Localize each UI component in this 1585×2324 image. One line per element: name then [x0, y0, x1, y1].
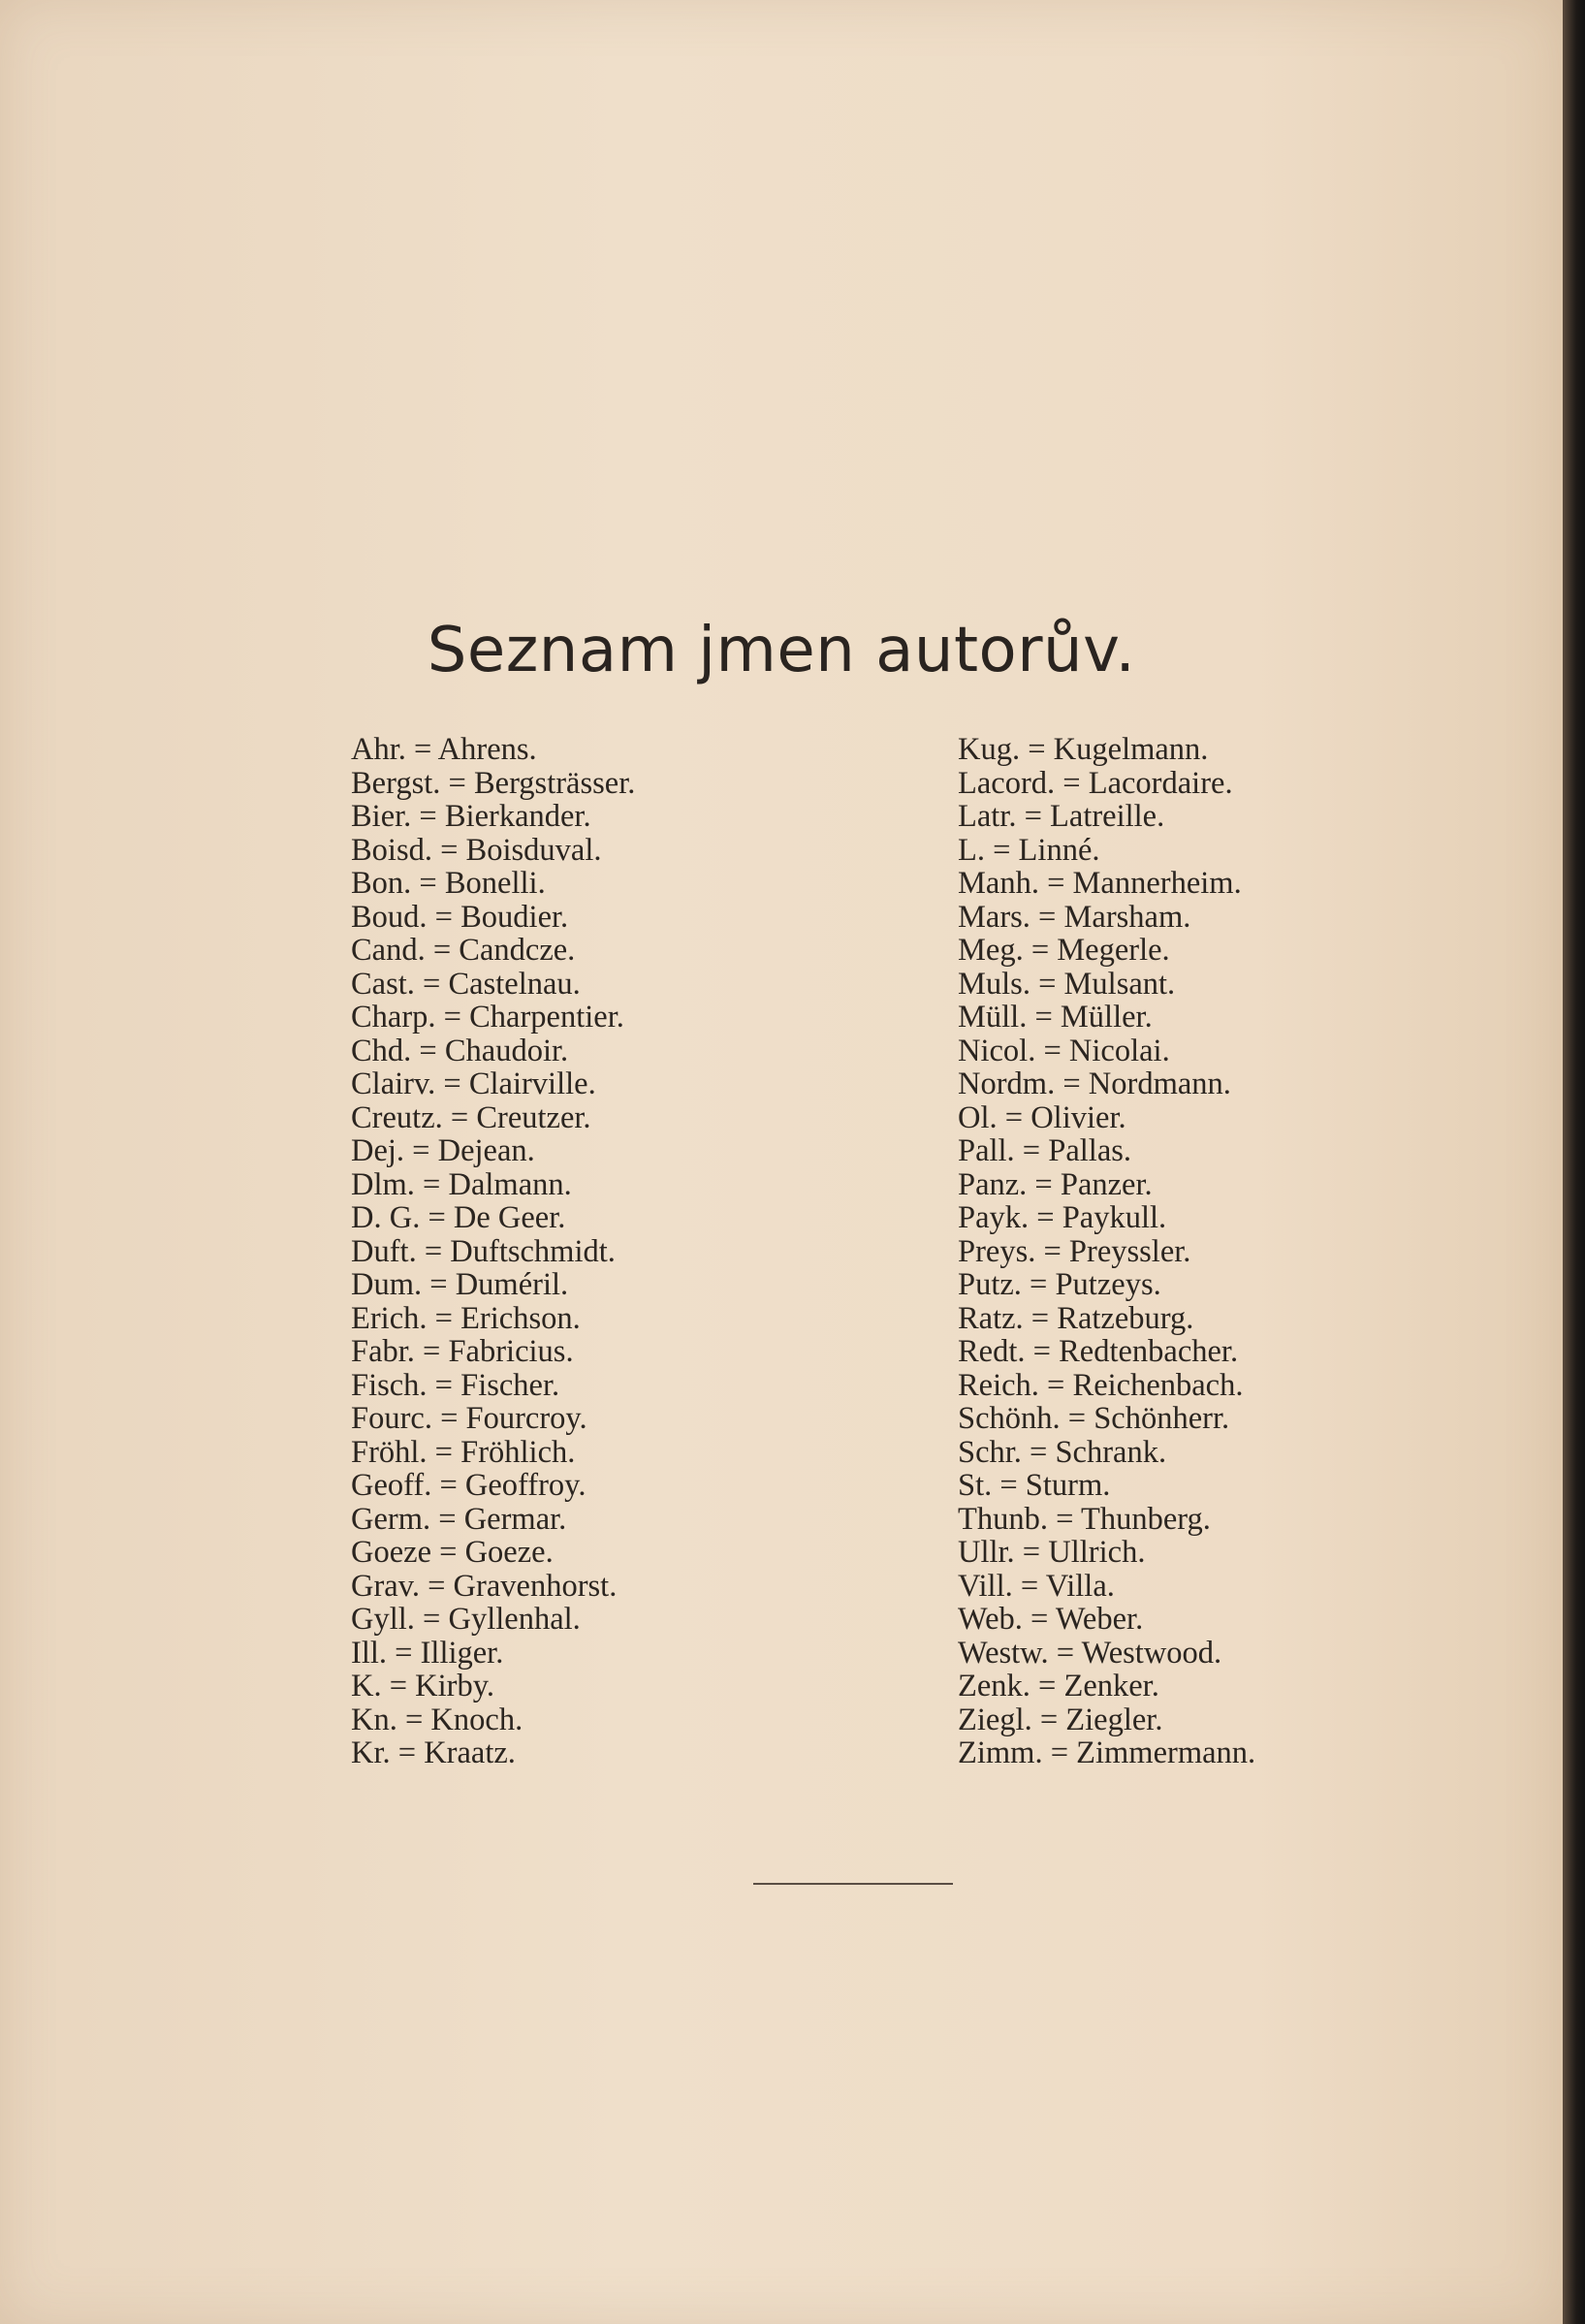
- page-edge: [1563, 0, 1585, 2324]
- author-abbreviation-entry: Ullr. = Ullrich.: [958, 1535, 1146, 1570]
- author-abbreviation-entry: Fabr. = Fabricius.: [351, 1334, 574, 1369]
- author-abbreviation-entry: Clairv. = Clairville.: [351, 1066, 596, 1101]
- author-abbreviation-entry: Nicol. = Nicolai.: [958, 1033, 1170, 1068]
- author-abbreviation-entry: Westw. = Westwood.: [958, 1635, 1222, 1671]
- author-abbreviation-entry: Preys. = Preyssler.: [958, 1233, 1191, 1269]
- author-abbreviation-entry: Boisd. = Boisduval.: [351, 832, 602, 868]
- author-list-left: [351, 733, 635, 1770]
- author-abbreviation-entry: Ziegl. = Ziegler.: [958, 1702, 1163, 1737]
- author-abbreviation-entry: Zenk. = Zenker.: [958, 1669, 1159, 1703]
- author-abbreviation-entry: Grav. = Gravenhorst.: [351, 1568, 618, 1604]
- author-abbreviation-entry: Manh. = Mannerheim.: [958, 866, 1242, 901]
- author-abbreviation-entry: Ill. = Illiger.: [351, 1635, 504, 1671]
- author-abbreviation-entry: Bon. = Bonelli.: [351, 866, 546, 901]
- author-abbreviation-entry: Muls. = Mulsant.: [958, 966, 1176, 1002]
- author-abbreviation-entry: Panz. = Panzer.: [958, 1166, 1153, 1202]
- author-abbreviation-entry: Dum. = Duméril.: [351, 1267, 569, 1302]
- author-abbreviation-entry: Germ. = Germar.: [351, 1501, 567, 1537]
- author-abbreviation-entry: Boud. = Boudier.: [351, 899, 569, 935]
- author-abbreviation-entry: Vill. = Villa.: [958, 1568, 1115, 1604]
- author-abbreviation-entry: Charp. = Charpentier.: [351, 1000, 624, 1035]
- author-abbreviation-entry: Nordm. = Nordmann.: [958, 1066, 1231, 1101]
- author-abbreviation-entry: Duft. = Duftschmidt.: [351, 1233, 616, 1269]
- author-abbreviation-entry: Chd. = Chaudoir.: [351, 1033, 569, 1068]
- author-abbreviation-entry: Gyll. = Gyllenhal.: [351, 1602, 581, 1637]
- author-abbreviation-entry: Kug. = Kugelmann.: [958, 732, 1209, 767]
- author-abbreviation-entry: Bergst. = Bergsträsser.: [351, 765, 636, 801]
- author-abbreviation-entry: Schr. = Schrank.: [958, 1434, 1167, 1470]
- author-abbreviation-entry: Fröhl. = Fröhlich.: [351, 1434, 576, 1470]
- author-abbreviation-entry: Kr. = Kraatz.: [351, 1735, 516, 1770]
- author-abbreviation-entry: Erich. = Erichson.: [351, 1300, 581, 1336]
- author-abbreviation-entry: Meg. = Megerle.: [958, 933, 1170, 968]
- author-abbreviation-entry: Web. = Weber.: [958, 1602, 1144, 1637]
- author-abbreviation-entry: Latr. = Latreille.: [958, 799, 1165, 834]
- author-abbreviation-entry: Dlm. = Dalmann.: [351, 1166, 572, 1202]
- author-abbreviation-entry: K. = Kirby.: [351, 1669, 495, 1703]
- author-abbreviation-entry: Pall. = Pallas.: [958, 1133, 1132, 1168]
- author-abbreviation-entry: Geoff. = Geoffroy.: [351, 1468, 586, 1503]
- author-abbreviation-entry: Mars. = Marsham.: [958, 899, 1191, 935]
- author-abbreviation-entry: Cand. = Candcze.: [351, 933, 576, 968]
- author-abbreviation-entry: Reich. = Reichenbach.: [958, 1367, 1244, 1403]
- author-abbreviation-entry: Ol. = Olivier.: [958, 1099, 1126, 1135]
- page-title: Seznam jmen autorův.: [427, 615, 1136, 686]
- author-list-right: [958, 733, 1255, 1770]
- closing-rule: [753, 1883, 953, 1885]
- author-abbreviation-entry: Payk. = Paykull.: [958, 1200, 1167, 1235]
- author-abbreviation-entry: Redt. = Redtenbacher.: [958, 1334, 1239, 1369]
- author-abbreviation-entry: Dej. = Dejean.: [351, 1133, 535, 1168]
- author-abbreviation-entry: Creutz. = Creutzer.: [351, 1099, 591, 1135]
- author-abbreviation-entry: Zimm. = Zimmermann.: [958, 1735, 1256, 1770]
- author-abbreviation-entry: Schönh. = Schönherr.: [958, 1401, 1230, 1436]
- author-abbreviation-entry: St. = Sturm.: [958, 1468, 1111, 1503]
- author-abbreviation-entry: Bier. = Bierkander.: [351, 799, 591, 834]
- author-abbreviation-entry: Fisch. = Fischer.: [351, 1367, 560, 1403]
- author-abbreviation-entry: D. G. = De Geer.: [351, 1200, 566, 1235]
- author-abbreviation-entry: Fourc. = Fourcroy.: [351, 1401, 587, 1436]
- author-abbreviation-entry: Cast. = Castelnau.: [351, 966, 581, 1002]
- author-abbreviation-entry: Thunb. = Thunberg.: [958, 1501, 1211, 1537]
- author-abbreviation-entry: Putz. = Putzeys.: [958, 1267, 1161, 1302]
- author-abbreviation-entry: Kn. = Knoch.: [351, 1702, 523, 1737]
- author-abbreviation-entry: Müll. = Müller.: [958, 1000, 1153, 1035]
- author-abbreviation-entry: Goeze = Goeze.: [351, 1535, 554, 1570]
- author-abbreviation-entry: Ratz. = Ratzeburg.: [958, 1300, 1194, 1336]
- author-abbreviation-entry: Ahr. = Ahrens.: [351, 732, 537, 767]
- author-abbreviation-entry: L. = Linné.: [958, 832, 1100, 868]
- author-abbreviation-entry: Lacord. = Lacordaire.: [958, 765, 1233, 801]
